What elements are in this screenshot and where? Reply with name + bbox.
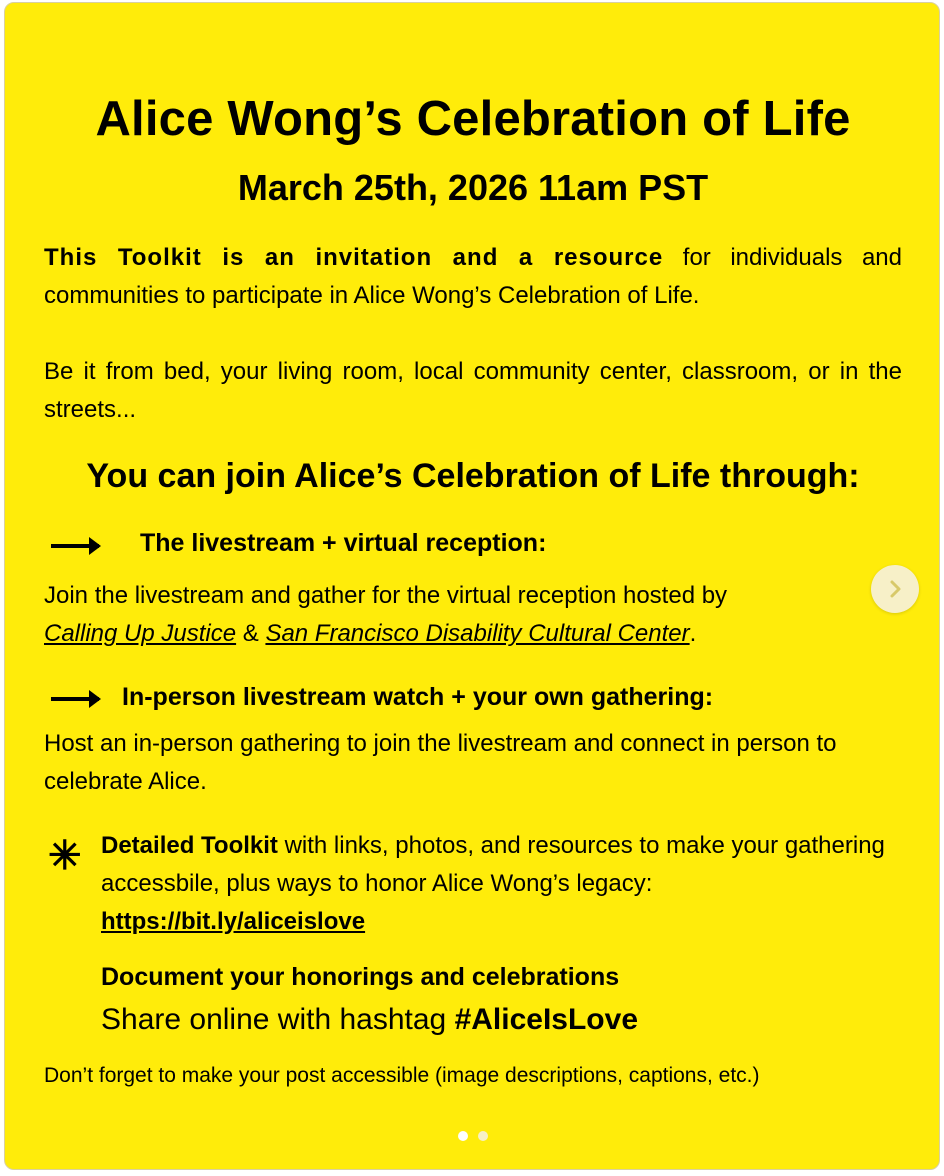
next-slide-button[interactable]: [871, 565, 919, 613]
chevron-right-icon: [884, 578, 906, 600]
carousel-dot-active[interactable]: [458, 1131, 468, 1141]
event-date: March 25th, 2026 11am PST: [237, 167, 709, 208]
toolkit-paragraph: [101, 827, 901, 941]
option1-heading: The livestream + virtual reception:: [140, 529, 547, 557]
toolkit-bold: Detailed Toolkit: [101, 832, 278, 859]
sfdcc-link[interactable]: San Francisco Disability Cultural Center: [265, 620, 690, 647]
intro-text: for individuals and communities to participate in Alice Wong’s Celebration of Life.: [44, 244, 903, 309]
intro-bold: This Toolkit is an invitation and a resource: [44, 244, 664, 271]
post-card: [4, 2, 940, 1170]
toolkit-text: with links, photos, and resources to make your gathering accessbile, plus ways to honor Alice Wong’s legacy:: [101, 832, 885, 897]
hashtag: #AliceIsLove: [454, 1003, 639, 1036]
intro-paragraph: [44, 239, 902, 315]
section-subhead: You can join Alice’s Celebration of Life through:: [86, 457, 860, 495]
toolkit-url-link[interactable]: https://bit.ly/aliceislove: [101, 908, 366, 935]
share-text: Share online with hashtag: [101, 1003, 455, 1036]
document-heading: Document your honorings and celebrations: [101, 963, 620, 991]
footer-note: Don’t forget to make your post accessible (image descriptions, captions, etc.): [44, 1064, 760, 1087]
long-arrow-right-icon: [51, 697, 99, 701]
places-paragraph: Be it from bed, your living room, local community center, classroom, or in the streets...: [44, 358, 902, 423]
option2-text: Host an in-person gathering to join the livestream and connect in person to celebrate Alice.: [44, 730, 837, 795]
ampersand: &: [236, 620, 266, 647]
option1-text: [44, 577, 844, 653]
asterisk-icon: ✳: [48, 834, 82, 878]
share-line: [101, 1003, 638, 1037]
long-arrow-right-icon: [51, 544, 99, 548]
period: .: [689, 620, 697, 647]
carousel-dot[interactable]: [478, 1131, 488, 1141]
calling-up-justice-link[interactable]: Calling Up Justice: [44, 620, 237, 647]
option2-heading: In-person livestream watch + your own gathering:: [122, 683, 714, 711]
post-title: Alice Wong’s Celebration of Life: [95, 92, 851, 146]
option1-description: Join the livestream and gather for the virtual reception hosted by: [44, 582, 728, 609]
